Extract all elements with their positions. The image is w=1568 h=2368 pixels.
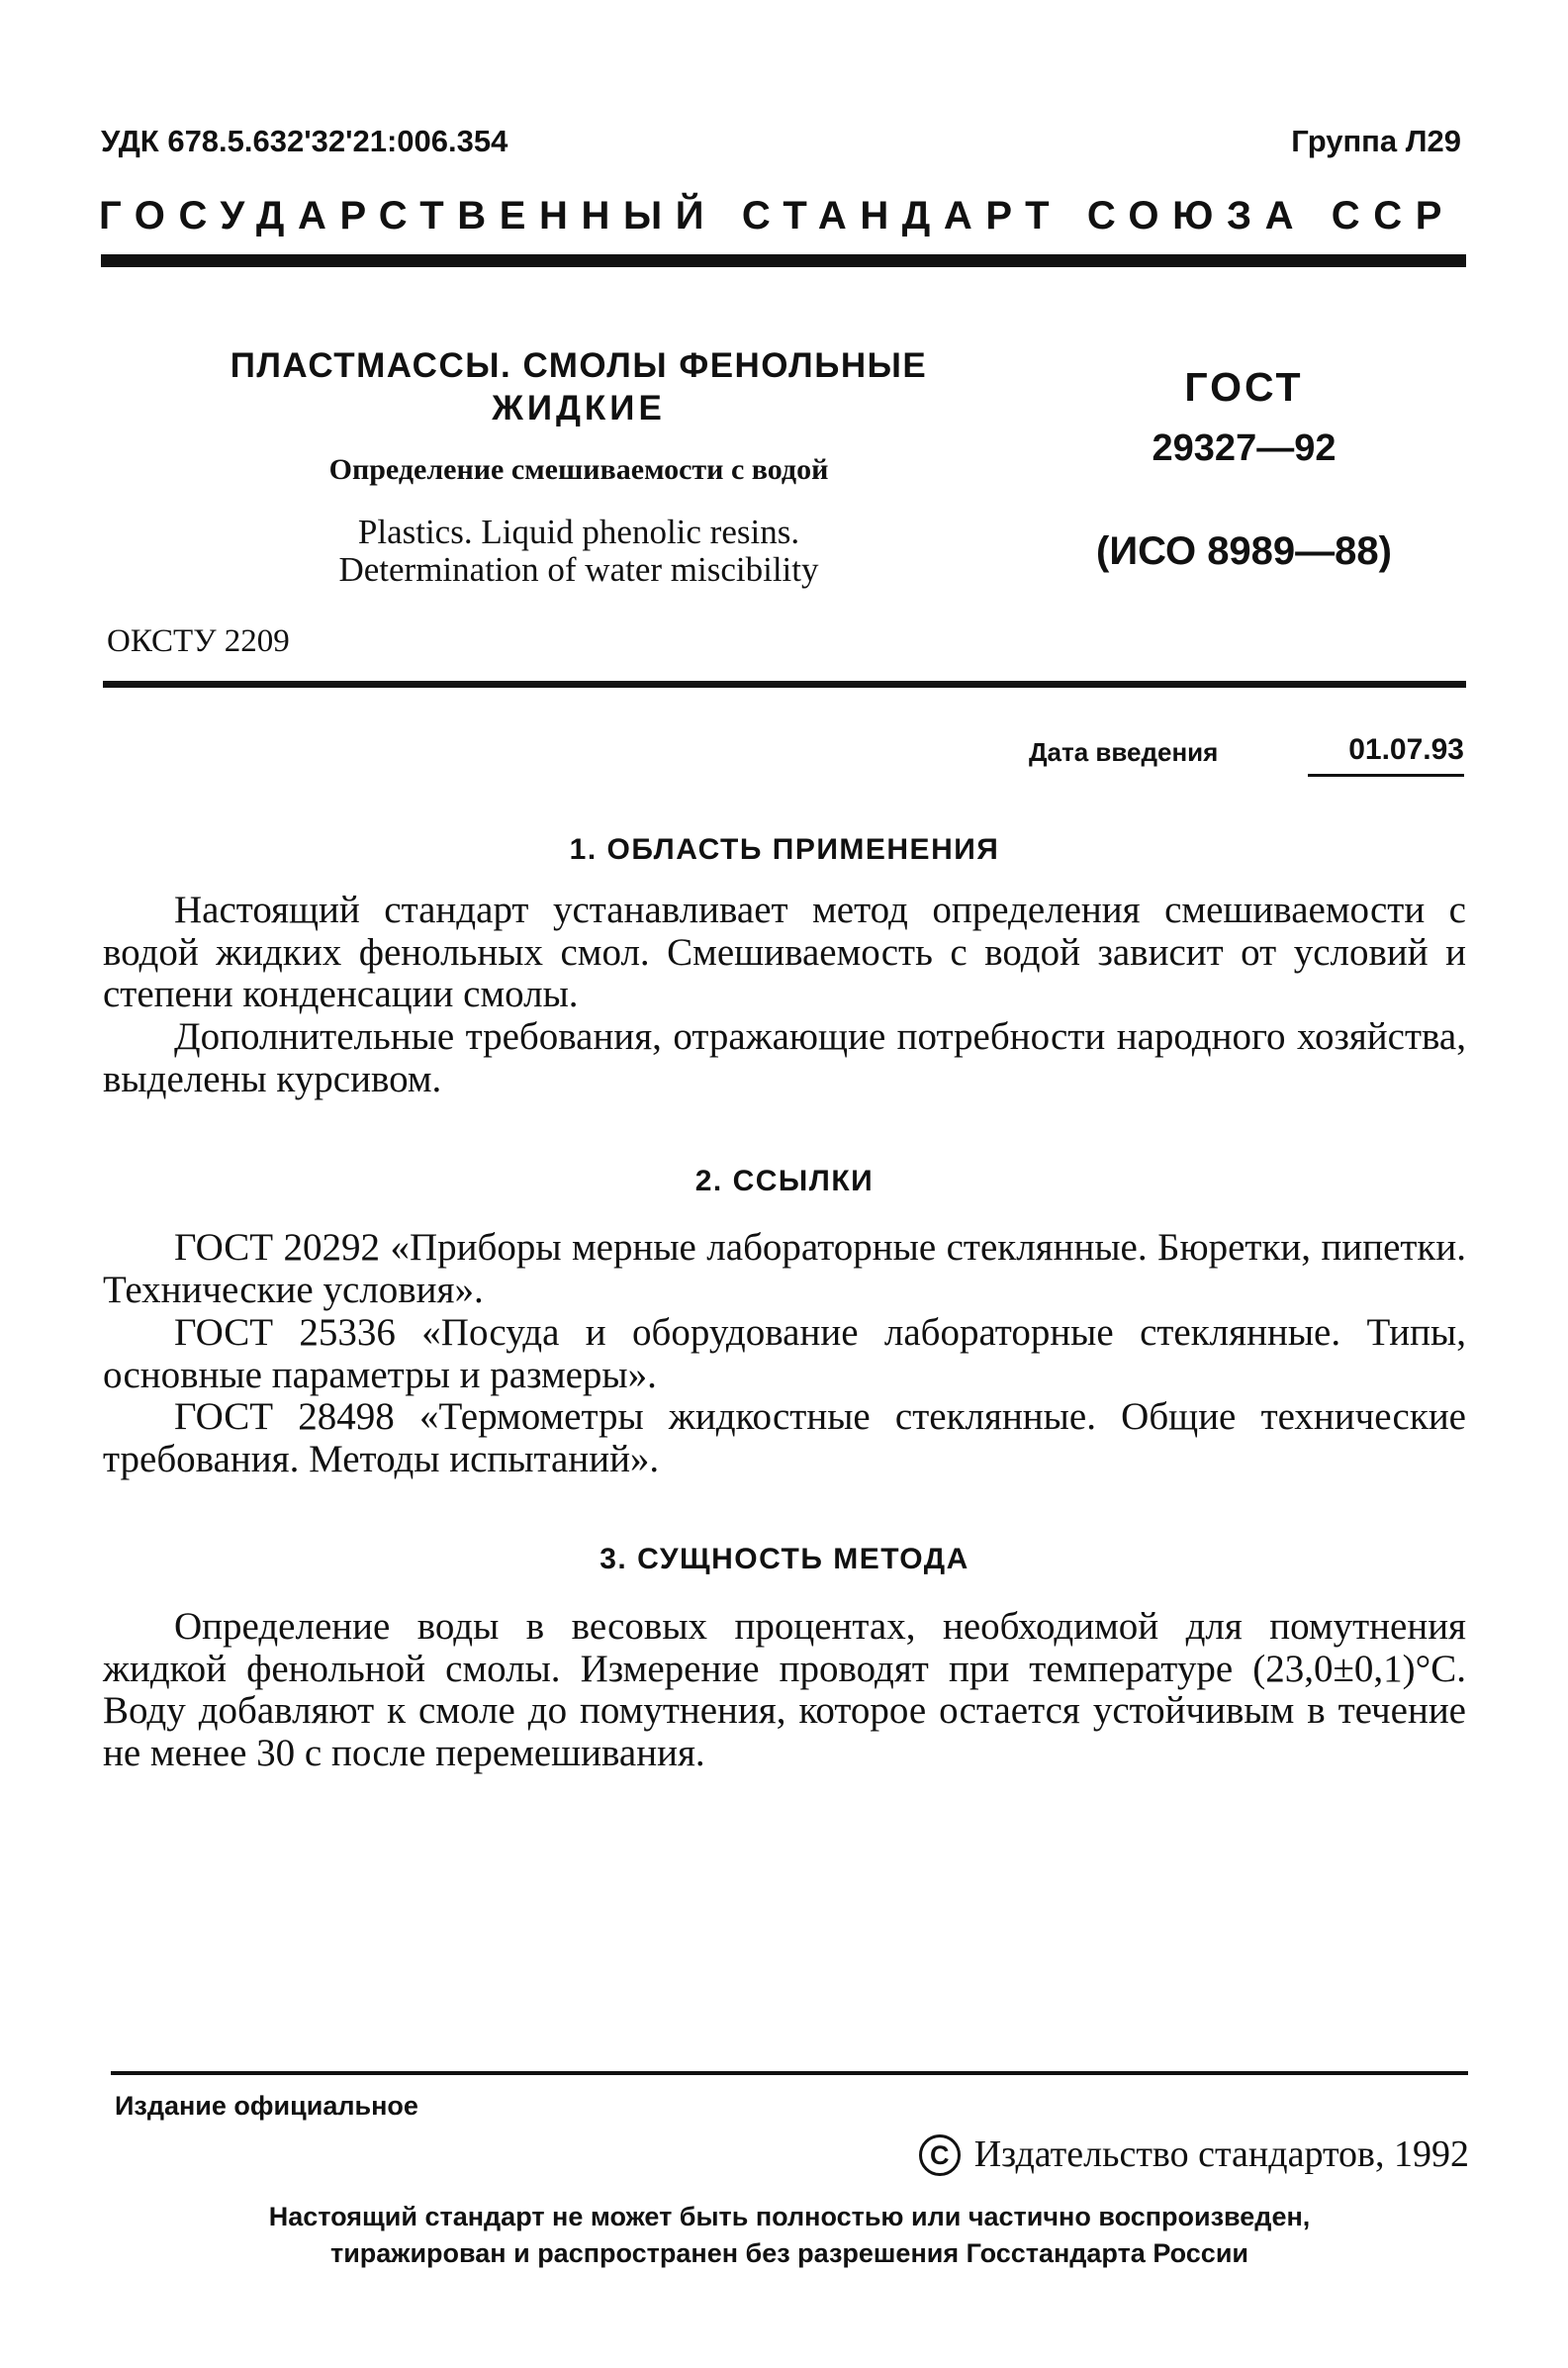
document-title-line2: ЖИДКИЕ — [492, 389, 666, 427]
english-title-line2: Determination of water miscibility — [338, 550, 819, 589]
section-heading-scope: 1. ОБЛАСТЬ ПРИМЕНЕНИЯ — [569, 833, 1000, 866]
top-divider — [101, 254, 1466, 267]
bottom-divider — [111, 2071, 1468, 2075]
official-edition-label: Издание официальное — [115, 2091, 418, 2121]
gost-label: ГОСТ — [1184, 364, 1304, 410]
group-code: Группа Л29 — [1291, 124, 1461, 158]
section-paragraph: ГОСТ 25336 «Посуда и оборудование лабораторные стеклянные. Типы, основные параметры и размеры». — [103, 1311, 1466, 1396]
gost-number: 29327—92 — [1152, 427, 1337, 469]
introduction-date-label: Дата введения — [1029, 737, 1219, 767]
copyright-text: Издательство стандартов, 1992 — [973, 2133, 1469, 2175]
section-paragraph: Определение воды в весовых процентах, необходимой для помутнения жидкой фенольной смолы. Измерение проводят при температуре (23,0±0,1)°С. Воду добавляют к смоле до помутнения, которое остается устойчивым в течение не менее 30 с после перемешивания. — [103, 1605, 1466, 1774]
introduction-date-value: 01.07.93 — [1348, 733, 1464, 766]
document-subtitle: Определение смешиваемости с водой — [328, 453, 829, 486]
english-title-line1: Plastics. Liquid phenolic resins. — [357, 513, 800, 551]
section-heading-references: 2. ССЫЛКИ — [694, 1165, 875, 1197]
section-paragraph: ГОСТ 28498 «Термометры жидкостные стеклянные. Общие технические требования. Методы испытаний». — [103, 1395, 1466, 1480]
document-title-line1: ПЛАСТМАССЫ. СМОЛЫ ФЕНОЛЬНЫЕ — [230, 346, 928, 385]
section-paragraph: Настоящий стандарт устанавливает метод определения смешиваемости с водой жидких фенольных смол. Смешиваемость с водой зависит от условий и степени конденсации смолы. — [103, 889, 1466, 1015]
reproduction-notice-line2: тиражирован и распространен без разрешения Госстандарта России — [329, 2238, 1249, 2268]
introduction-date-underline — [1308, 774, 1464, 777]
udk-code: УДК 678.5.632'32'21:006.354 — [101, 124, 508, 158]
reproduction-notice-line1: Настоящий стандарт не может быть полностью или частично воспроизведен, — [268, 2202, 1311, 2231]
copyright-icon: С — [919, 2134, 961, 2176]
okstu-code: ОКСТУ 2209 — [107, 623, 290, 659]
section-paragraph: Дополнительные требования, отражающие потребности народного хозяйства, выделены курсивом. — [103, 1015, 1466, 1100]
state-standard-banner: ГОСУДАРСТВЕННЫЙ СТАНДАРТ СОЮЗА ССР — [99, 194, 1456, 237]
section-heading-method: 3. СУЩНОСТЬ МЕТОДА — [600, 1543, 969, 1575]
iso-number: (ИСО 8989—88) — [1096, 529, 1392, 573]
section-paragraph: ГОСТ 20292 «Приборы мерные лабораторные стеклянные. Бюретки, пипетки. Технические условия». — [103, 1226, 1466, 1311]
middle-divider — [103, 681, 1466, 688]
copyright-line — [919, 2132, 1469, 2176]
